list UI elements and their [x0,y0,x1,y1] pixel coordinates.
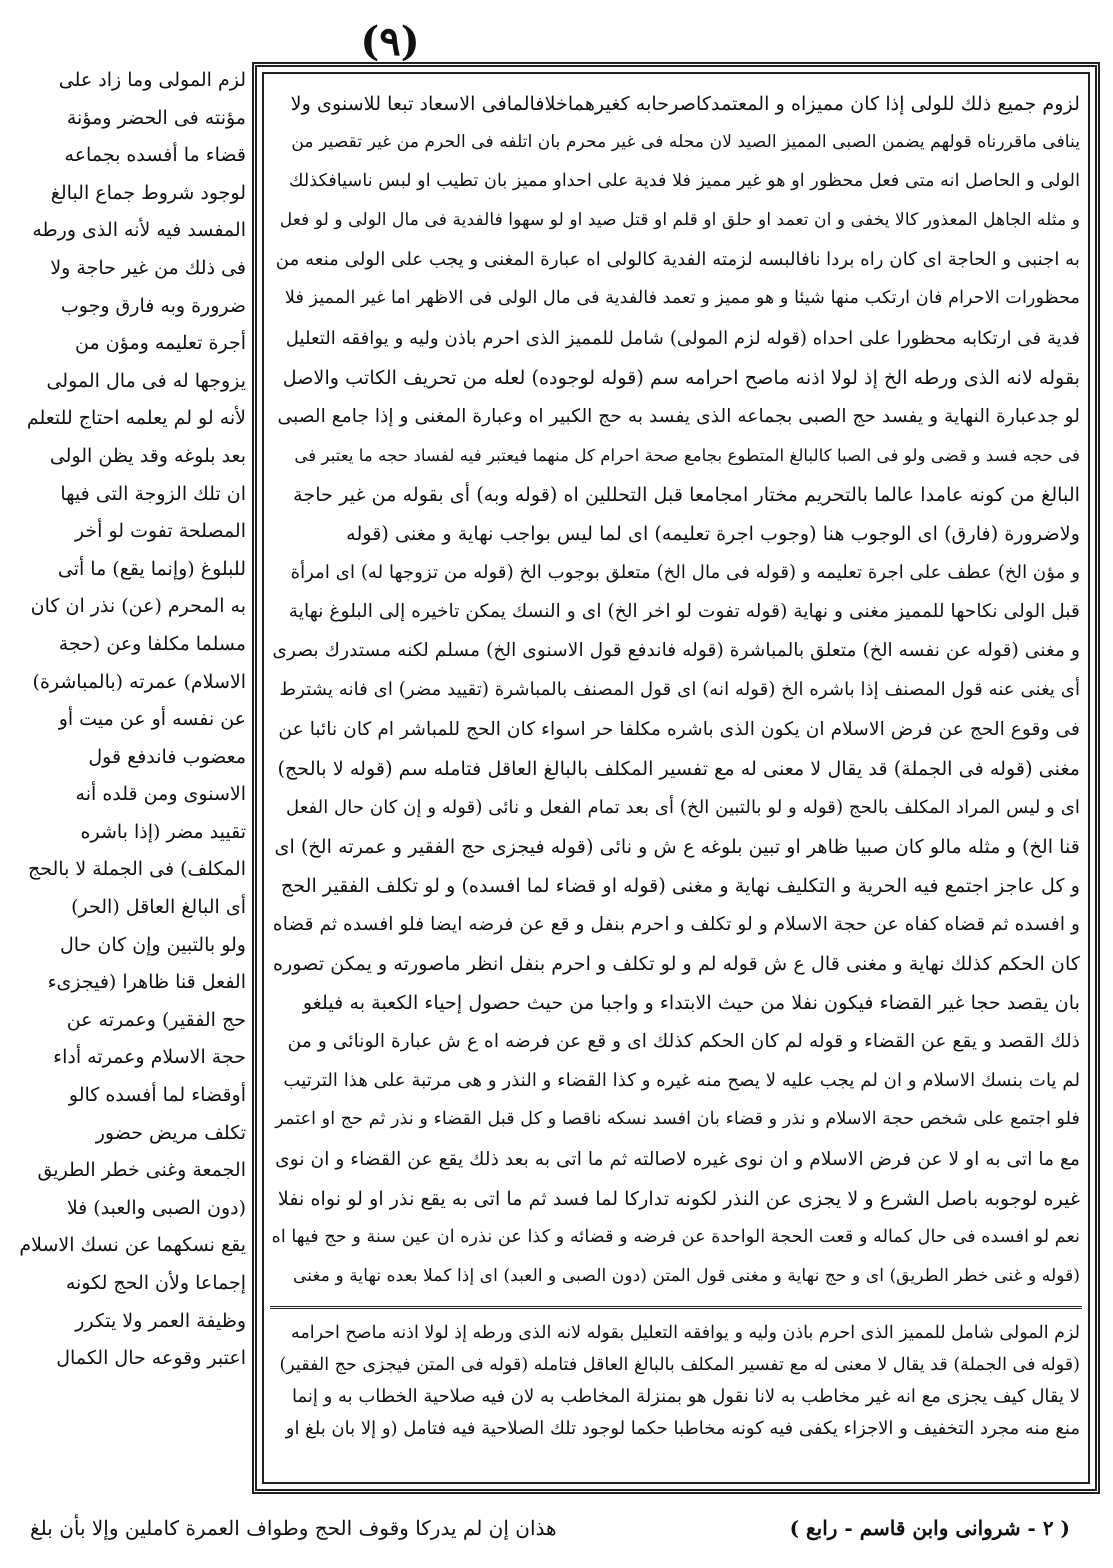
footnote-line: (قوله فى الجملة) قد يقال لا معنى له مع تفسير المكلف بالبالغ العاقل فتامله (قوله فى المتن فيجزى حج الفقير) [279,1354,1080,1375]
text-line: ينافى ماقررناه قولهم يضمن الصبى المميز الصيد لان محله فى غير محرم بان اتلفه فى الحرم من غير تقصير من [291,132,1080,153]
text-line: و مغنى (قوله عن نفسه الخ) متعلق بالمباشرة (قوله فاندفع قول الاسنوى الخ) مسلم لكنه مستدرك بصرى [272,640,1080,662]
margin-line: أوقضاء لما أفسده كالو [68,1084,246,1107]
footnote-divider [270,1306,1082,1309]
footnote-commentary [272,1318,1080,1478]
text-line: فلو اجتمع على شخص حجة الاسلام و نذر و قضاء بان افسد نسكه ناقصا و كل قبل القضاء و نذر ثم حج او اعتمر [275,1109,1080,1130]
margin-line: معضوب فاندفع قول [88,745,246,768]
margin-line: عن نفسه أو عن ميت أو [58,708,246,731]
margin-line: بعد بلوغه وقد يظن الولى [49,444,246,467]
margin-line: المفسد فيه لأنه الذى ورطه [32,219,246,242]
text-line: لو جدعبارة النهاية و يفسد حج الصبى بجماعه الذى يفسد به حج الكبير اه وعبارة المغنى و إذا جامع الصبى [277,405,1080,427]
text-line: فى وقوع الحج عن فرض الاسلام ان يكون الذى باشره مكلفا حر اسواء كان الحج للمباشر ام كان نائبا عن [278,718,1080,740]
text-line: فدية فى ارتكابه محظورا على احداه (قوله لزم المولى) شامل للمميز الذى احرم باذن وليه و يوافقه التعليل [285,327,1080,349]
margin-line: أى البالغ العاقل (الحر) [71,896,246,919]
text-line: أى يغنى عنه قول المصنف إذا باشره الخ (قوله انه) اى قول المصنف بالمباشرة (تقييد مضر) اى فانه يشترط [279,679,1080,701]
margin-line: حج الفقير) وعمرته عن [66,1008,246,1031]
margin-line: يزوجها له فى مال المولى [46,369,246,392]
margin-line: يقع نسكهما عن نسك الاسلام [19,1234,246,1257]
text-line: به اجنبى و الحاجة اى كان راه بردا نافالبسه لزمته الفدية كالولى اه عبارة المغنى و يجب على الولى منعه من [275,249,1080,271]
page-number: (٩) [360,18,420,65]
margin-line: الاسلام) عمرته (بالمباشرة) [32,670,246,693]
margin-line: لوجود شروط جماع البالغ [50,181,246,204]
margin-line: المصلحة تفوت لو أخر [74,520,246,543]
margin-line: قضاء ما أفسده بجماعه [64,144,246,167]
margin-line: اعتبر وقوعه حال الكمال [56,1347,246,1370]
text-line: البالغ من كونه عامدا عالما بالتحريم مختار امجامعا قبل التحللين اه (قوله وبه) أى بقوله من غير حاجة [293,482,1080,506]
text-line: مع ما اتى به او لا عن فرض الاسلام و ان نوى غيره لاصالته ثم ما اتى به بعد ذلك يقع عن القضاء و ان نوى [275,1148,1080,1170]
text-line: فى حجه فسد و قضى ولو فى الصبا كالبالغ المتطوع بجامع صحة احرام كل منهما فيعتبر فيه لفساد حجه ما يعتبر فى [294,444,1080,465]
margin-line: إجماعا ولأن الحج لكونه [65,1272,246,1294]
text-line: قنا الخ) و مثله مالو كان صبيا ظاهر او تبين بلوغه ع ش و نائى (قوله فيجزى حج الفقير و عمرته الخ) اى [274,834,1080,858]
text-line: اى و ليس المراد المكلف بالحج (قوله و لو بالتبين الخ) أى بعد تمام الفعل و نائى (قوله و إن كان حال الفعل [285,796,1080,818]
margin-line: للبلوغ (وإنما يقع) ما أتى [57,557,246,580]
margin-matn-column [14,62,246,1494]
text-line: و مثله الجاهل المعذور كالا يخفى و ان تعمد او حلق او قلم او قتل صيد او لو سهوا فالفدية فى مال الولى و لو فعل [279,210,1080,231]
margin-line: المكلف) فى الجملة لا بالحج [27,858,246,881]
margin-line: الاسنوى ومن قلده أنه [75,783,246,806]
text-line: قبل الولى نكاحها للمميز مغنى و نهاية (قوله تفوت لو اخر الخ) اى و النسك يمكن تاخيره إلى البلوغ نهاية [288,601,1080,623]
margin-line: تقييد مضر (إذا باشره [80,820,246,843]
margin-line: وظيفة العمر ولا يتكرر [75,1309,246,1332]
footnote-line: لزم المولى شامل للمميز الذى احرم باذن وليه و يوافقه التعليل بقوله لانه الذى ورطه إذ لولا اذنه ماصح احرامه [290,1323,1080,1343]
page-footer [20,1508,1080,1548]
margin-line: فى ذلك من غير حاجة ولا [50,256,246,279]
margin-line: مؤنته فى الحضر ومؤنة [66,106,246,129]
footnote-line: لا يقال كيف يجزى مع انه غير مخاطب به لانا نقول هو بمنزلة المخاطب به لان فيه صلاحية الخطاب به و إنما [291,1386,1080,1407]
margin-line: حجة الاسلام وعمرته أداء [53,1046,246,1069]
text-line: ذلك القصد و يقع عن القضاء و قوله لم كان الحكم كذلك اى و قع عن فرضه اه ع ش عبارة الونائى و من [287,1031,1080,1053]
text-line: بقوله لانه الذى ورطه الخ إذ لولا اذنه ماصح احرامه سم (قوله لوجوده) لعله من تحريف الكاتب والاصل [282,365,1080,389]
margin-line: به المحرم (عن) نذر ان كان [30,595,246,618]
text-line: ولاضرورة (فارق) اى الوجوب هنا (وجوب اجرة تعليمه) اى لما ليس بواجب نهاية و مغنى (قوله [346,522,1080,546]
text-line: غيره لوجوبه باصل الشرع و لا يجزى عن النذر لكونه تداركا لما فسد ثم ما اتى به يقع نذر او لو نواه نفلا [277,1186,1080,1210]
volume-signature: ( ٢ - شروانى وابن قاسم - رابع ) [789,1516,1070,1540]
text-line: و مؤن الخ) عطف على اجرة تعليمه و (قوله فى مال الخ) متعلق بوجوب الخ (قوله من تزوجها له) اى امرأة [290,562,1080,584]
text-line: الولى و الحاصل انه متى فعل محظور او هو غير مميز فلا فدية على احداو مميز بان تطيب او لبس ناسيافكذلك [288,171,1080,192]
margin-line: لأنه لو لم يعلمه احتاج للتعلم [26,407,246,430]
margin-line: الفعل قنا ظاهرا (فيجزىء [47,971,246,994]
footer-continuation: هذان إن لم يدركا وقوف الحج وطواف العمرة كاملين وإلا بأن بلغ [30,1516,557,1540]
main-commentary [272,84,1080,1304]
footnote-line: منع منه مجرد التخفيف و الاجزاء يكفى فيه كونه مخاطبا حكما لوجود تلك الصلاحية فيه فتامل (و إلا بان بلغ او [285,1417,1080,1439]
text-line: لم يات بنسك الاسلام و ان لم يجب عليه لا يصح منه غيره و كذا القضاء و النذر و هى مرتبة على هذا الترتيب [283,1070,1080,1092]
text-line: لزوم جميع ذلك للولى إذا كان مميزاه و المعتمدكاصرحابه كغيرهماخلافالمافى الاسعاد تبعا للاسنوى ولا [290,92,1080,115]
text-line: نعم لو افسده فى حال كماله و قعت الحجة الواحدة عن فرضه و قضائه و كذا عن نذره ان عين سنة و حج فيها اه [272,1226,1080,1247]
text-line [272,1296,1080,1304]
text-line: بان يقصد حجا غير القضاء فيكون نفلا من حيث الابتداء و واجبا من حيث حصول إحياء الكعبة به فيلغو [302,991,1080,1015]
margin-line: ولو بالتبين وإن كان حال [59,933,246,956]
margin-line: لزم المولى وما زاد على [58,69,246,91]
text-line: و افسده ثم قضاه كفاه عن حجة الاسلام و لو تكلف و احرم بنفل و قع عن فرضه ايضا فلو افسده ثم قضاه [272,913,1080,935]
margin-line: (دون الصبى والعبد) فلا [66,1196,246,1219]
text-line: كان الحكم كذلك نهاية و مغنى قال ع ش قوله لم و لو تكلف و احرم بنفل انظر ماصورته و يمكن تصوره [272,952,1080,976]
margin-line: تكلف مريض حضور [95,1121,246,1144]
text-line: مغنى (قوله فى الجملة) قد يقال لا معنى له مع تفسير المكلف بالبالغ العاقل فتامله سم (قوله لا بالحج) [277,756,1080,780]
text-line: (قوله و غنى خطر الطريق) اى و حج نهاية و مغنى قول المتن (دون الصبى و العبد) اى إذا كملا بعده نهاية و مغنى [292,1265,1080,1286]
margin-line: أجرة تعليمه ومؤن من [75,332,246,355]
margin-line: ضرورة وبه فارق وجوب [60,294,246,317]
text-line: محظورات الاحرام فان ارتكب منها شيئا و هو مميز و تعمد فالفدية فى مال الولى فى الاظهر اما غير المميز فلا [284,288,1080,309]
margin-line: الجمعة وغنى خطر الطريق [37,1159,246,1182]
text-line: و كل عاجز اجتمع فيه الحرية و التكليف نهاية و مغنى (قوله او قضاء لما افسده) و لو تكلف الفقير الحج [280,873,1080,897]
margin-line: مسلما مكلفا وعن (حجة [58,632,246,655]
margin-line: ان تلك الزوجة التى فيها [60,482,246,505]
